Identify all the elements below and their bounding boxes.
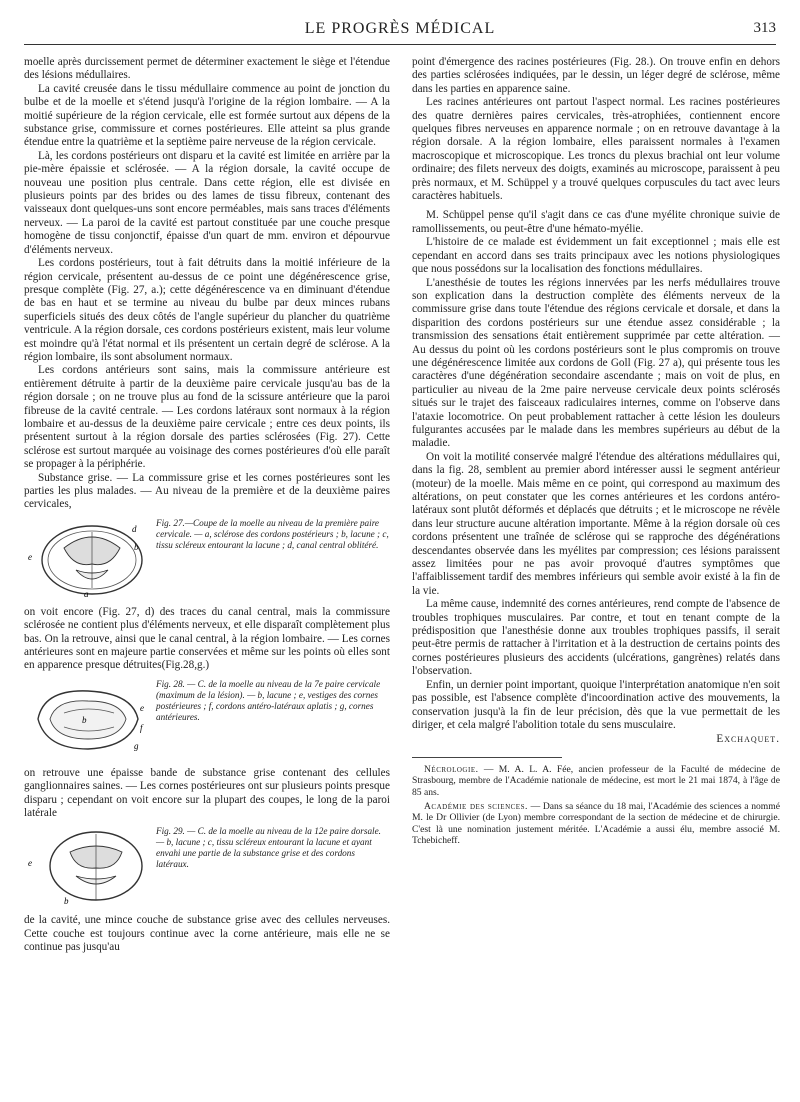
paragraph: La cavité creusée dans le tissu médullaire commence au point de jonction du bulbe et de la moelle et s'étend jusqu'à l'origine de la région lombaire. — A la moitié supérieure de la région cervicale, elle est formée surtout aux dépens de la substance grise, commissure et cornes postérieures. Elle atteint sa plus grande étendue entre la quatrième et la septième paire nerveuse de la région cervicale. [24, 82, 390, 149]
figure-letter: a [84, 588, 89, 598]
paragraph: Enfin, un dernier point important, quoique l'interprétation anatomique n'en soit pas possible, est l'absence complète d'incoordination active des mouvements, la conservation jusqu'à la fin de leur précision, dès que la vue permettait de les diriger, et cela malgré l'abolition totale du sens musculaire. [412, 678, 780, 731]
spinal-cord-section-illustration [24, 679, 152, 759]
news-notes [412, 764, 780, 847]
figure-letter: e [140, 702, 144, 713]
page-header [24, 20, 776, 42]
paragraph: La même cause, indemnité des cornes antérieures, rend compte de l'absence de troubles trophiques musculaires. Par contre, et tout en tenant compte de la prédisposition que l'anesthésie donne aux troubles trophiques passifs, il serait peut-être permis de rattacher à l'irritation et à la destruction de certains points des cornes postérieures plusieurs des accidents (ulcérations, gangrènes) relatés dans l'observation. [412, 598, 780, 678]
note [412, 764, 780, 798]
paragraph: Là, les cordons postérieurs ont disparu et la cavité est limitée en arrière par la pie-mère épaissie et sclérosée. — A la région dorsale, la cavité occupe de nouveau une position plus centrale. Dans cette région, elle est divisée en plusieurs points par des brides ou des lames de tissu fibreux, contenant des vaisseaux dont quelques-uns sont encore perméables, mais sans traces d'éléments nerveux. — La paroi de la cavité est partout constituée par une couche presque homogène de tissu conjonctif, épaisse d'un quart de mm. environ et dépourvue d'éléments nerveux. [24, 149, 390, 256]
paragraph: de la cavité, une mince couche de substance grise avec des cellules nerveuses. Cette couche est toujours continue avec la corne antérieure, mais elle ne se continue pas jusqu'au [24, 914, 390, 954]
figure-letter: d [132, 523, 137, 534]
paragraph: on retrouve une épaisse bande de substance grise contenant des cellules ganglionnaires saines. — Les cornes postérieures ont sur plusieurs points presque disparu ; cependant on voit encore sur la plupart des coupes, le long de la paroi latérale [24, 766, 390, 820]
paragraph: moelle après durcissement permet de déterminer exactement le siège et l'étendue des lésions médullaires. [24, 56, 390, 82]
note-heading: Académie des sciences. [424, 800, 528, 812]
figure-letter: e [28, 858, 32, 869]
note-text: — Dans sa séance du 18 mai, l'Académie des sciences a nommé M. le Dr Ollivier (de Lyon) membre correspondant de la section de médecine et de chirurgie. C'est là une nomination justement méritée. L'Académie a aussi élu, membre associé M. Tchebicheff. [412, 800, 780, 847]
figure-letter: e [28, 551, 32, 562]
figure-27 [24, 518, 390, 598]
figure-letter: f [140, 722, 143, 733]
note [412, 801, 780, 847]
figure-caption: Fig. 28. — C. de la moelle au niveau de la 7e paire cervicale (maximum de la lésion). — b, lacune ; e, vestiges des cornes postérieures ; f, cordons antéro-latéraux aplatis ; g, cornes antérieures. [156, 678, 381, 722]
note-heading: Nécrologie. [424, 763, 479, 775]
paragraph: Les racines antérieures ont partout l'aspect normal. Les racines postérieures des quatre dernières paires cervicales, très-atrophiées, contiennent encore quelques fibres nerveuses en apparence normale ; on en retrouve davantage à la région dorsale. A la région lombaire, elles paraissent normales à l'examen macroscopique et microscopique. Les troncs du plexus brachial ont leur volume ordinaire; des filets nerveux des doigts, examinés au microscope, paraissent à peu près normaux, et M. Schüppel y a trouvé quelques corpuscules du tact avec leurs caractères habituels. [412, 96, 780, 203]
notes-rule [412, 757, 562, 758]
note-text: — M. A. L. A. Fée, ancien professeur de la Faculté de médecine de Strasbourg, membre de l'Académie nationale de médecine, est mort le 21 mai 1874, à l'âge de 85 ans. [412, 763, 780, 798]
right-column [412, 56, 780, 850]
figure-caption: Fig. 27.—Coupe de la moelle au niveau de la première paire cervicale. — a, sclérose des cordons postérieurs ; b, lacune ; c, tissu scléreux entourant la lacune ; d, canal central oblitéré. [156, 517, 389, 550]
paragraph: L'histoire de ce malade est évidemment un fait exceptionnel ; mais elle est cependant en accord dans ses traits principaux avec les notions physiologiques que nous possédons sur la localisation des fonctions médullaires. [412, 236, 780, 276]
header-rule [24, 44, 776, 45]
figure-letter: b [82, 714, 87, 725]
spinal-cord-section-illustration [24, 826, 152, 906]
spinal-cord-section-illustration [24, 518, 152, 598]
author-signature: Exchaquet. [716, 733, 780, 746]
figure-caption: Fig. 29. — C. de la moelle au niveau de la 12e paire dorsale. — b, lacune ; c, tissu scléreux entourant la lacune et ayant envahi une partie de la substance grise et des cordons latéraux. [156, 826, 381, 870]
paragraph: On voit la motilité conservée malgré l'étendue des altérations médullaires qui, dans la fig. 28, semblent au premier abord intéresser aussi le segment antérieur (moteur) de la moelle. Mais même en ce point, qui correspond au maximum des altérations, on peut constater que les cornes antérieures et les cordons antéro-latéraux sont plutôt déformés et déplacés que détruits ; et le microscope ne révèle dans leur structure aucune altération importante. Même à la région dorsale où ces cordons présentent une traînée de sclérose qui se rapproche des dégénérations descendantes observée dans les myélites par compression; ces lésions paraissent assez limitées pour ne pas avoir provoqué d'autres symptômes que l'affaiblissement tardif des membres inférieurs qui semble avoir existé à la fin de la vie. [412, 450, 780, 597]
figure-29 [24, 826, 390, 906]
paragraph: point d'émergence des racines postérieures (Fig. 28.). On trouve enfin en dehors des parties sclérosées indiquées, par le dessin, un léger degré de sclérose, même dans les parties en apparence saine. [412, 56, 780, 95]
paragraph: Les cordons antérieurs sont sains, mais la commissure antérieure est entièrement détruite à partir de la deuxième paire cervicale jusqu'au bas de la région dorsale ; on ne trouve plus au fond de la scissure antérieure que la paroi fibreuse de la cavité centrale. — Les cordons latéraux sont normaux à la région lombaire et au-dessus de la deuxième paire cervicale ; entre ces deux points, ils présentent surtout à la région dorsale des parties sclérosées (Fig. 27). Cette sclérose est surtout marquée au voisinage des cornes postérieures d'où elle paraît se propager à la périphérie. [24, 364, 390, 471]
figure-28 [24, 679, 390, 759]
page-number: 313 [753, 20, 776, 36]
paragraph: L'anesthésie de toutes les régions innervées par les nerfs médullaires trouve son explication dans la destruction complète des éléments nerveux de la commissure grise dans toute l'étendue des régions cervicale et dorsale, et dans la disparition des cordons postérieurs sur une étendue assez considérable ; la transmission des sensations était entièrement supprimée par cette altération. — Au dessus du point où les cordons postérieurs sont le plus compromis on trouve une dégénérescence limitée aux cordons de Goll (Fig. 27 a), qui présente tous les caractères d'une dégénération secondaire ascendante ; mais on voit de plus, en particulier au niveau de la 2me paire nerveuse cervicale deux points sclérosés situés sur le trajet des faisceaux radiculaires internes, comme on l'observe dans l'ataxie locomotrice. On peut probablement rattacher à cette lésion les douleurs fulgurantes accusées par le malade dans les membres supérieurs au début de la maladie. [412, 276, 780, 450]
figure-letter: b [134, 541, 139, 552]
paragraph: M. Schüppel pense qu'il s'agit dans ce cas d'une myélite chronique suivie de ramollissements, ou peut-être d'une hémato-myélie. [412, 209, 780, 235]
figure-letter: b [64, 896, 69, 907]
figure-letter: g [134, 740, 139, 751]
left-column [24, 56, 390, 955]
paragraph: Substance grise. — La commissure grise et les cornes postérieures sont les parties les plus malades. — Au niveau de la première et de la deuxième paires cervicales, [24, 471, 390, 511]
journal-title: LE PROGRÈS MÉDICAL [304, 20, 496, 37]
paragraph: Les cordons postérieurs, tout à fait détruits dans la moitié inférieure de la région cervicale, présentent au-dessus de ce point une dégénérescence grise, presque complète (Fig. 27, a.); cette dégénérescence va en diminuant d'étendue de bas en haut et se termine au niveau du bulbe par deux minces rubans superficiels situés des deux côtés de l'angle supérieur du plancher du quatrième ventricule. A la région dorsale, ces cordons postérieurs existent, mais leur volume est moindre qu'à l'état normal et ils présentent un certain degré de sclérose. A la région lombaire, ils sont absolument normaux. [24, 257, 390, 363]
paragraph: on voit encore (Fig. 27, d) des traces du canal central, mais la commissure sclérosée ne contient plus d'éléments nerveux, et elle disparaît complètement plus bas. On la retrouve, ainsi que le canal central, à la région lombaire. — Les cornes antérieures sont en majeure partie conservées et même sur les points où elles sont en apparence presque détruites(Fig.28,g.) [24, 605, 390, 672]
